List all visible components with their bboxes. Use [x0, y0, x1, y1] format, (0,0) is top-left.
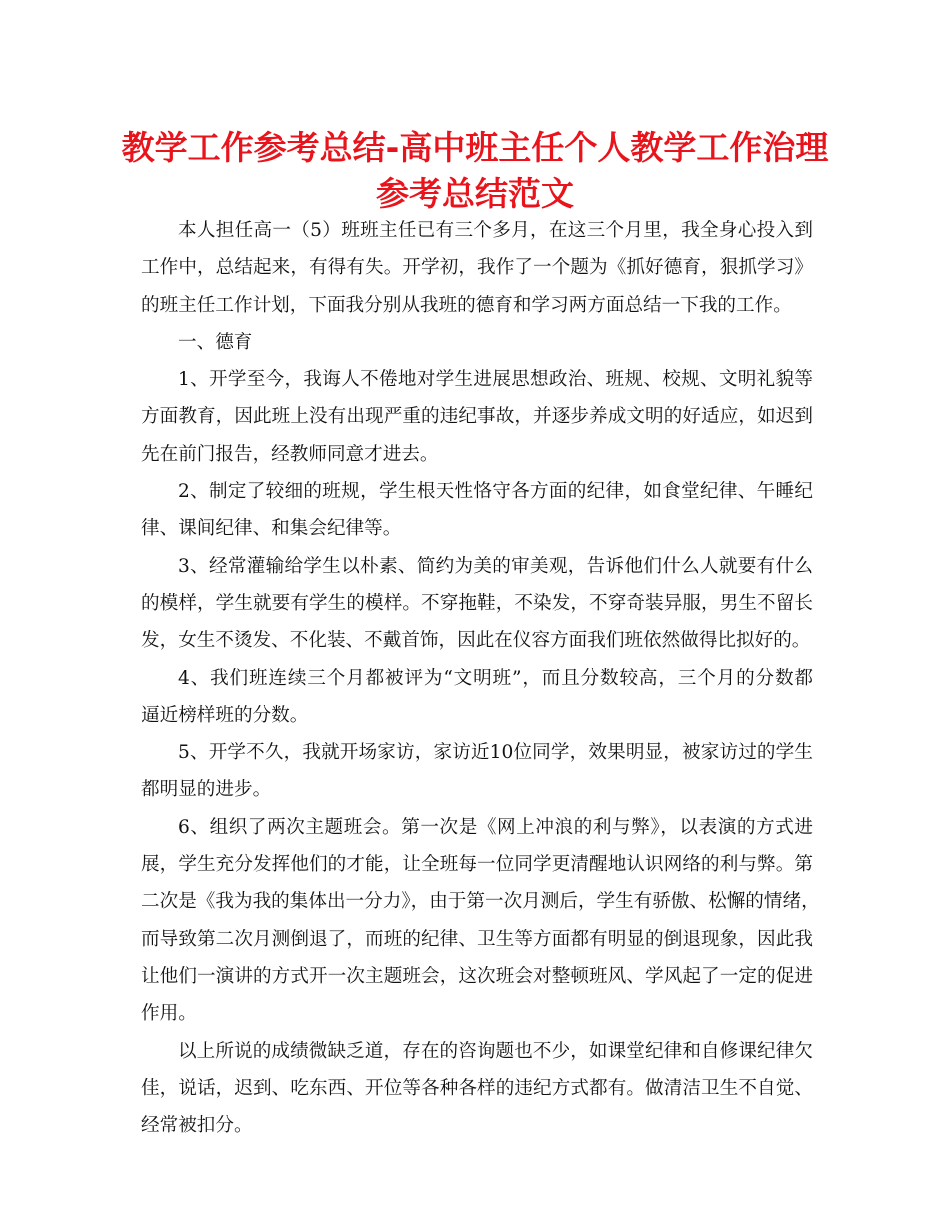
paragraph-line: 4、我们班连续三个月都被评为“文明班”，而且分数较高，三个月的分数都 [178, 667, 813, 689]
paragraph-line: 的模样，学生就要有学生的模样。不穿拖鞋，不染发，不穿奇装异服，男生不留长 [141, 592, 813, 614]
paragraph-line: 先在前门报告，经教师同意才进去。 [141, 443, 439, 465]
document-body [141, 212, 820, 1144]
paragraph-line: 展，学生充分发挥他们的才能，让全班每一位同学更清醒地认识网络的利与弊。第 [141, 854, 813, 876]
paragraph-line: 工作中，总结起来，有得有失。开学初，我作了一个题为《抓好德育，狠抓学习》 [141, 257, 813, 279]
paragraph-line: 二次是《我为我的集体出一分力》，由于第一次月测后，学生有骄傲、松懈的情绪， [141, 891, 820, 913]
paragraph-line: 1、开学至今，我诲人不倦地对学生进展思想政治、班规、校规、文明礼貌等 [178, 369, 813, 391]
paragraph-line: 让他们一演讲的方式开一次主题班会，这次班会对整顿班风、学风起了一定的促进 [141, 965, 813, 987]
paragraph [141, 473, 813, 548]
paragraph-line: 佳，说话，迟到、吃东西、开位等各种各样的违纪方式都有。做清洁卫生不自觉、 [141, 1077, 813, 1099]
paragraph [141, 734, 813, 809]
paragraph-line: 的班主任工作计划，下面我分别从我班的德育和学习两方面总结一下我的工作。 [141, 294, 792, 316]
paragraph-line: 一、德育 [178, 331, 253, 353]
paragraph-line: 发，女生不烫发、不化装、不戴首饰，因此在仪容方面我们班依然做得比拟好的。 [141, 630, 811, 652]
paragraph-line: 而导致第二次月测倒退了，而班的纪律、卫生等方面都有明显的倒退现象，因此我 [141, 928, 813, 950]
paragraph-line: 本人担任高一（5）班班主任已有三个多月，在这三个月里，我全身心投入到 [178, 220, 813, 241]
paragraph [141, 212, 813, 324]
paragraph [141, 361, 813, 473]
paragraph-line: 6、组织了两次主题班会。第一次是《网上冲浪的利与弊》，以表演的方式进 [178, 816, 813, 838]
paragraph-line: 律、课间纪律、和集会纪律等。 [141, 518, 402, 540]
paragraph [141, 1033, 813, 1145]
paragraph [141, 660, 813, 735]
document-title-line-1: 教学工作参考总结-高中班主任个人教学工作治理 [121, 128, 829, 167]
paragraph-line: 方面教育，因此班上没有出现严重的违纪事故，并逐步养成文明的好适应，如迟到 [141, 406, 813, 428]
paragraph-line: 都明显的进步。 [141, 779, 272, 801]
paragraph-line: 2、制定了较细的班规，学生根天性恪守各方面的纪律，如食堂纪律、午睡纪 [178, 481, 813, 503]
paragraph-line: 逼近榜样班的分数。 [141, 704, 309, 726]
paragraph-line: 经常被扣分。 [141, 1115, 253, 1137]
paragraph [141, 548, 813, 660]
paragraph-line: 5、开学不久，我就开场家访，家访近10位同学，效果明显，被家访过的学生 [178, 742, 813, 764]
document-title-line-2: 参考总结范文 [376, 174, 574, 213]
paragraph [141, 324, 813, 361]
paragraph-line: 以上所说的成绩微缺乏道，存在的咨询题也不少，如课堂纪律和自修课纪律欠 [178, 1040, 813, 1062]
paragraph-line: 3、经常灌输给学生以朴素、简约为美的审美观，告诉他们什么人就要有什么 [178, 555, 813, 577]
paragraph [141, 809, 820, 1033]
paragraph-line: 作用。 [141, 1003, 197, 1025]
